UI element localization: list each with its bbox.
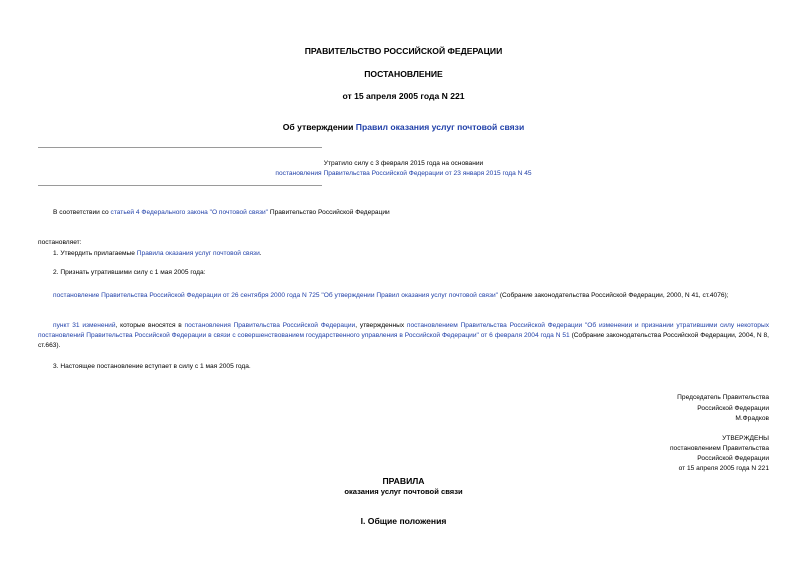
repealed-paragraph-2: [38, 321, 769, 351]
top-divider: [38, 147, 322, 148]
item-3: 3. Настоящее постановление вступает в силу с 1 мая 2005 года.: [53, 363, 251, 370]
doc-date-heading: от 15 апреля 2005 года N 221: [342, 91, 465, 101]
approved-label: УТВЕРЖДЕНЫ: [722, 435, 769, 442]
title-link[interactable]: Правил оказания услуг почтовой связи: [355, 122, 525, 132]
rules-title: ПРАВИЛА: [382, 476, 425, 486]
government-heading: ПРАВИТЕЛЬСТВО РОССИЙСКОЙ ФЕДЕРАЦИИ: [304, 46, 503, 56]
rules-link[interactable]: Правила оказания услуг почтовой связи: [136, 250, 260, 257]
repealed1-link[interactable]: постановление Правительства Российской Федерации от 26 сентября 2000 года N 725 "Об утверждении Правил оказания услуг почтовой связи": [53, 292, 498, 299]
rules-subtitle: оказания услуг почтовой связи: [344, 487, 463, 496]
approved-by: постановлением Правительства: [669, 445, 769, 452]
repealed2-text3: (Собрание законодательства Российской Федерации, 2004, N 8, ст.663).: [38, 332, 770, 349]
resolves-text: постановляет:: [38, 239, 82, 246]
intro-paragraph: [53, 208, 390, 218]
item-2: 2. Признать утратившими силу с 1 мая 2005 года:: [53, 269, 206, 276]
signature-title: Председатель Правительства: [677, 394, 769, 401]
approved-date: от 15 апреля 2005 года N 221: [678, 465, 769, 472]
repealed-paragraph-1: [38, 291, 769, 301]
document-title: [0, 122, 807, 132]
resolution-51-link[interactable]: постановлением Правительства Российской Федерации "Об изменении и признании утратившими силу некоторых постановлений Правительства Российской Федерации в связи с совершенствованием государственного управления в Российской Федерации" от 6 февраля 2004 года N 51: [38, 322, 769, 339]
intro-suffix: Правительство Российской Федерации: [268, 209, 390, 216]
bottom-divider: [38, 185, 322, 186]
item-1: [53, 249, 262, 259]
law-link[interactable]: статьей 4 Федерального закона "О почтовой связи": [110, 209, 269, 216]
signature-name: М.Фрадков: [735, 415, 769, 422]
intro-prefix: В соответствии со: [53, 209, 111, 216]
title-prefix: Об утверждении: [282, 122, 356, 132]
repealed2-text2: , утвержденных: [355, 322, 407, 329]
repealed2-text1: , которые вносятся в: [115, 322, 185, 329]
resolutions-link[interactable]: постановления Правительства Российской Федерации: [184, 322, 356, 329]
repealed1-suffix: (Собрание законодательства Российской Федерации, 2000, N 41, ст.4076);: [498, 292, 729, 299]
signature-org: Российской Федерации: [697, 405, 769, 412]
section-1-heading: I. Общие положения: [360, 516, 447, 526]
item1-suffix: .: [259, 250, 262, 257]
point31-link[interactable]: пункт 31 изменений: [53, 322, 116, 329]
repeal-notice-link[interactable]: постановления Правительства Российской Федерации от 23 января 2015 года N 45: [275, 170, 532, 177]
repeal-notice-line1: Утратило силу с 3 февраля 2015 года на основании: [323, 160, 484, 167]
doc-type-heading: ПОСТАНОВЛЕНИЕ: [364, 69, 443, 79]
item1-prefix: 1. Утвердить прилагаемые: [53, 250, 137, 257]
approved-org: Российской Федерации: [697, 455, 769, 462]
